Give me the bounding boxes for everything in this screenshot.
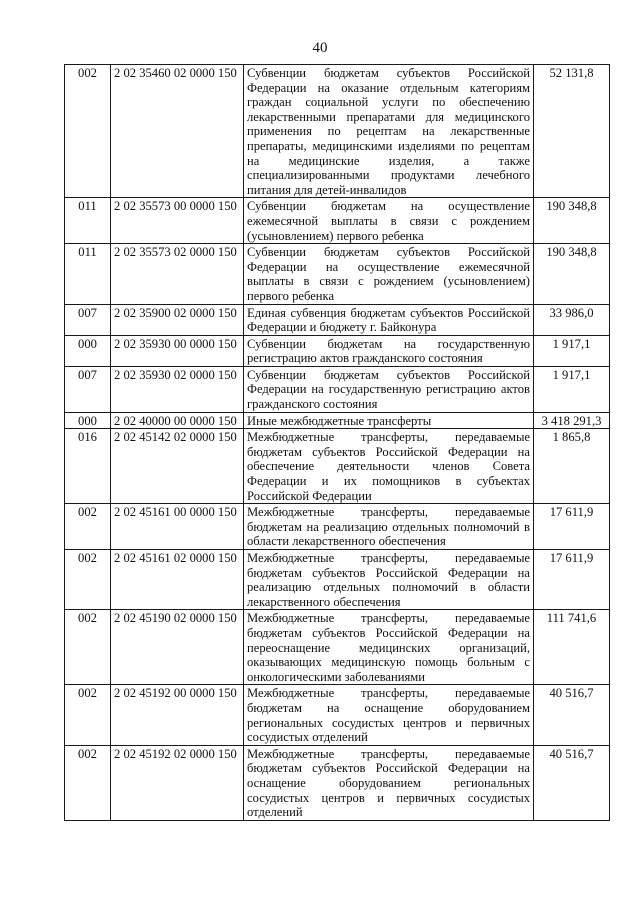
table-row bbox=[65, 65, 610, 198]
table-row bbox=[65, 244, 610, 304]
budget-code-cell: 2 02 35573 02 0000 150 bbox=[111, 244, 244, 304]
revenue-name-cell: Единая субвенция бюджетам субъектов Российской Федерации и бюджету г. Байконура bbox=[244, 304, 534, 335]
budget-code-cell: 2 02 45192 00 0000 150 bbox=[111, 685, 244, 745]
admin-code-cell: 002 bbox=[65, 745, 111, 820]
budget-code-cell: 2 02 45142 02 0000 150 bbox=[111, 429, 244, 504]
revenue-name-cell: Субвенции бюджетам субъектов Российской Федерации на государственную регистрацию актов гражданского состояния bbox=[244, 366, 534, 412]
table-row bbox=[65, 610, 610, 685]
budget-table bbox=[64, 64, 610, 821]
amount-cell: 33 986,0 bbox=[534, 304, 610, 335]
amount-cell: 1 865,8 bbox=[534, 429, 610, 504]
admin-code-cell: 002 bbox=[65, 504, 111, 550]
budget-code-cell: 2 02 45190 02 0000 150 bbox=[111, 610, 244, 685]
table-row bbox=[65, 685, 610, 745]
admin-code-cell: 002 bbox=[65, 685, 111, 745]
table-row bbox=[65, 304, 610, 335]
revenue-name-cell: Субвенции бюджетам на государственную регистрацию актов гражданского состояния bbox=[244, 335, 534, 366]
admin-code-cell: 007 bbox=[65, 366, 111, 412]
budget-code-cell: 2 02 35573 00 0000 150 bbox=[111, 198, 244, 244]
revenue-name-cell: Субвенции бюджетам на осуществление ежемесячной выплаты в связи с рождением (усыновлением) первого ребенка bbox=[244, 198, 534, 244]
admin-code-cell: 002 bbox=[65, 550, 111, 610]
admin-code-cell: 000 bbox=[65, 412, 111, 429]
revenue-name-cell: Межбюджетные трансферты, передаваемые бюджетам субъектов Российской Федерации на переоснащение медицинских организаций, оказывающих медицинскую помощь больным с онкологическими заболеваниями bbox=[244, 610, 534, 685]
admin-code-cell: 000 bbox=[65, 335, 111, 366]
revenue-name-cell: Субвенции бюджетам субъектов Российской Федерации на оказание отдельным категориям граждан социальной услуги по обеспечению лекарственными препаратами для медицинского применения по рецептам на лекарственные препараты, медицинскими изделиями по рецептам на медицинские изделия, а также специализированными продуктами лечебного питания для детей-инвалидов bbox=[244, 65, 534, 198]
table-row bbox=[65, 198, 610, 244]
revenue-name-cell: Межбюджетные трансферты, передаваемые бюджетам субъектов Российской Федерации на реализацию отдельных полномочий в области лекарственного обеспечения bbox=[244, 550, 534, 610]
table-row bbox=[65, 550, 610, 610]
budget-code-cell: 2 02 45161 02 0000 150 bbox=[111, 550, 244, 610]
amount-cell: 190 348,8 bbox=[534, 198, 610, 244]
revenue-name-cell: Субвенции бюджетам субъектов Российской Федерации на осуществление ежемесячной выплаты в связи с рождением (усыновлением) первого ребенка bbox=[244, 244, 534, 304]
amount-cell: 17 611,9 bbox=[534, 550, 610, 610]
table-row bbox=[65, 745, 610, 820]
amount-cell: 52 131,8 bbox=[534, 65, 610, 198]
page-number: 40 bbox=[312, 40, 328, 56]
amount-cell: 1 917,1 bbox=[534, 335, 610, 366]
amount-cell: 17 611,9 bbox=[534, 504, 610, 550]
amount-cell: 40 516,7 bbox=[534, 745, 610, 820]
amount-cell: 1 917,1 bbox=[534, 366, 610, 412]
amount-cell: 40 516,7 bbox=[534, 685, 610, 745]
table-row bbox=[65, 335, 610, 366]
budget-code-cell: 2 02 45192 02 0000 150 bbox=[111, 745, 244, 820]
budget-code-cell: 2 02 35930 00 0000 150 bbox=[111, 335, 244, 366]
revenue-name-cell: Межбюджетные трансферты, передаваемые бюджетам субъектов Российской Федерации на оснащение оборудованием региональных сосудистых центров и первичных сосудистых отделений bbox=[244, 745, 534, 820]
revenue-name-cell: Иные межбюджетные трансферты bbox=[244, 412, 534, 429]
budget-code-cell: 2 02 35900 02 0000 150 bbox=[111, 304, 244, 335]
table-row bbox=[65, 429, 610, 504]
amount-cell: 3 418 291,3 bbox=[534, 412, 610, 429]
amount-cell: 111 741,6 bbox=[534, 610, 610, 685]
table-row bbox=[65, 366, 610, 412]
budget-code-cell: 2 02 35460 02 0000 150 bbox=[111, 65, 244, 198]
admin-code-cell: 011 bbox=[65, 244, 111, 304]
amount-cell: 190 348,8 bbox=[534, 244, 610, 304]
revenue-name-cell: Межбюджетные трансферты, передаваемые бюджетам на оснащение оборудованием региональных сосудистых центров и первичных сосудистых отделений bbox=[244, 685, 534, 745]
admin-code-cell: 002 bbox=[65, 610, 111, 685]
revenue-name-cell: Межбюджетные трансферты, передаваемые бюджетам на реализацию отдельных полномочий в области лекарственного обеспечения bbox=[244, 504, 534, 550]
table-row bbox=[65, 412, 610, 429]
revenue-name-cell: Межбюджетные трансферты, передаваемые бюджетам субъектов Российской Федерации на обеспечение деятельности членов Совета Федерации и их помощников в субъектах Российской Федерации bbox=[244, 429, 534, 504]
budget-code-cell: 2 02 45161 00 0000 150 bbox=[111, 504, 244, 550]
table-row bbox=[65, 504, 610, 550]
budget-code-cell: 2 02 35930 02 0000 150 bbox=[111, 366, 244, 412]
admin-code-cell: 011 bbox=[65, 198, 111, 244]
admin-code-cell: 016 bbox=[65, 429, 111, 504]
budget-code-cell: 2 02 40000 00 0000 150 bbox=[111, 412, 244, 429]
admin-code-cell: 002 bbox=[65, 65, 111, 198]
admin-code-cell: 007 bbox=[65, 304, 111, 335]
